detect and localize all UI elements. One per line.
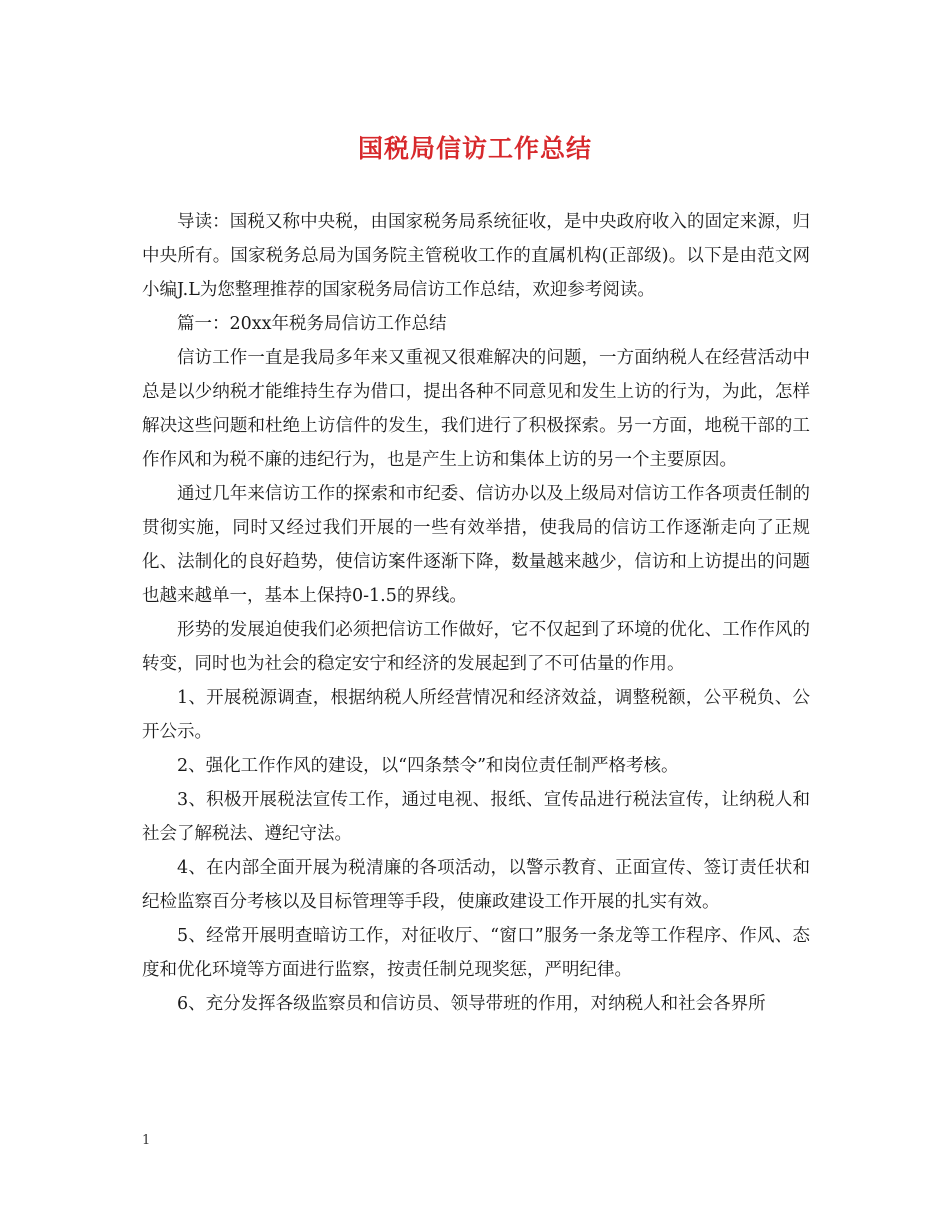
list-item: 6、充分发挥各级监察员和信访员、领导带班的作用，对纳税人和社会各界所 xyxy=(177,994,766,1014)
page-number: 1 xyxy=(142,1133,151,1148)
paragraph: 形势的发展迫使我们必须把信访工作做好，它不仅起到了环境的优化、工作作风的转变，同时也为社会的稳定安宁和经济的发展起到了不可估量的作用。 xyxy=(142,620,810,674)
paragraph-section-heading: 篇一：20xx年税务局信访工作总结 xyxy=(177,314,447,334)
paragraph-intro: 导读：国税又称中央税，由国家税务局系统征收，是中央政府收入的固定来源，归中央所有。国家税务总局为国务院主管税收工作的直属机构(正部级)。以下是由范文网小编J.L为您整理推荐的国家税务局信访工作总结，欢迎参考阅读。 xyxy=(142,212,810,300)
list-item: 1、开展税源调查，根据纳税人所经营情况和经济效益，调整税额，公平税负、公开公示。 xyxy=(142,688,810,742)
list-item: 4、在内部全面开展为税清廉的各项活动，以警示教育、正面宣传、签订责任状和纪检监察百分考核以及目标管理等手段，使廉政建设工作开展的扎实有效。 xyxy=(142,858,810,912)
paragraph: 通过几年来信访工作的探索和市纪委、信访办以及上级局对信访工作各项责任制的贯彻实施，同时又经过我们开展的一些有效举措，使我局的信访工作逐渐走向了正规化、法制化的良好趋势，使信访案件逐渐下降，数量越来越少，信访和上访提出的问题也越来越单一，基本上保持0-1.5的界线。 xyxy=(142,484,810,606)
document-body xyxy=(142,205,810,1021)
list-item: 5、经常开展明查暗访工作，对征收厅、“窗口”服务一条龙等工作程序、作风、态度和优化环境等方面进行监察，按责任制兑现奖惩，严明纪律。 xyxy=(142,926,810,980)
list-item: 2、强化工作作风的建设，以“四条禁令”和岗位责任制严格考核。 xyxy=(177,756,679,776)
list-item: 3、积极开展税法宣传工作，通过电视、报纸、宣传品进行税法宣传，让纳税人和社会了解税法、遵纪守法。 xyxy=(142,790,810,844)
paragraph: 信访工作一直是我局多年来又重视又很难解决的问题，一方面纳税人在经营活动中总是以少纳税才能维持生存为借口，提出各种不同意见和发生上访的行为，为此，怎样解决这些问题和杜绝上访信件的发生，我们进行了积极探索。另一方面，地税干部的工作作风和为税不廉的违纪行为，也是产生上访和集体上访的另一个主要原因。 xyxy=(142,348,810,470)
document-title: 国税局信访工作总结 xyxy=(357,134,592,163)
